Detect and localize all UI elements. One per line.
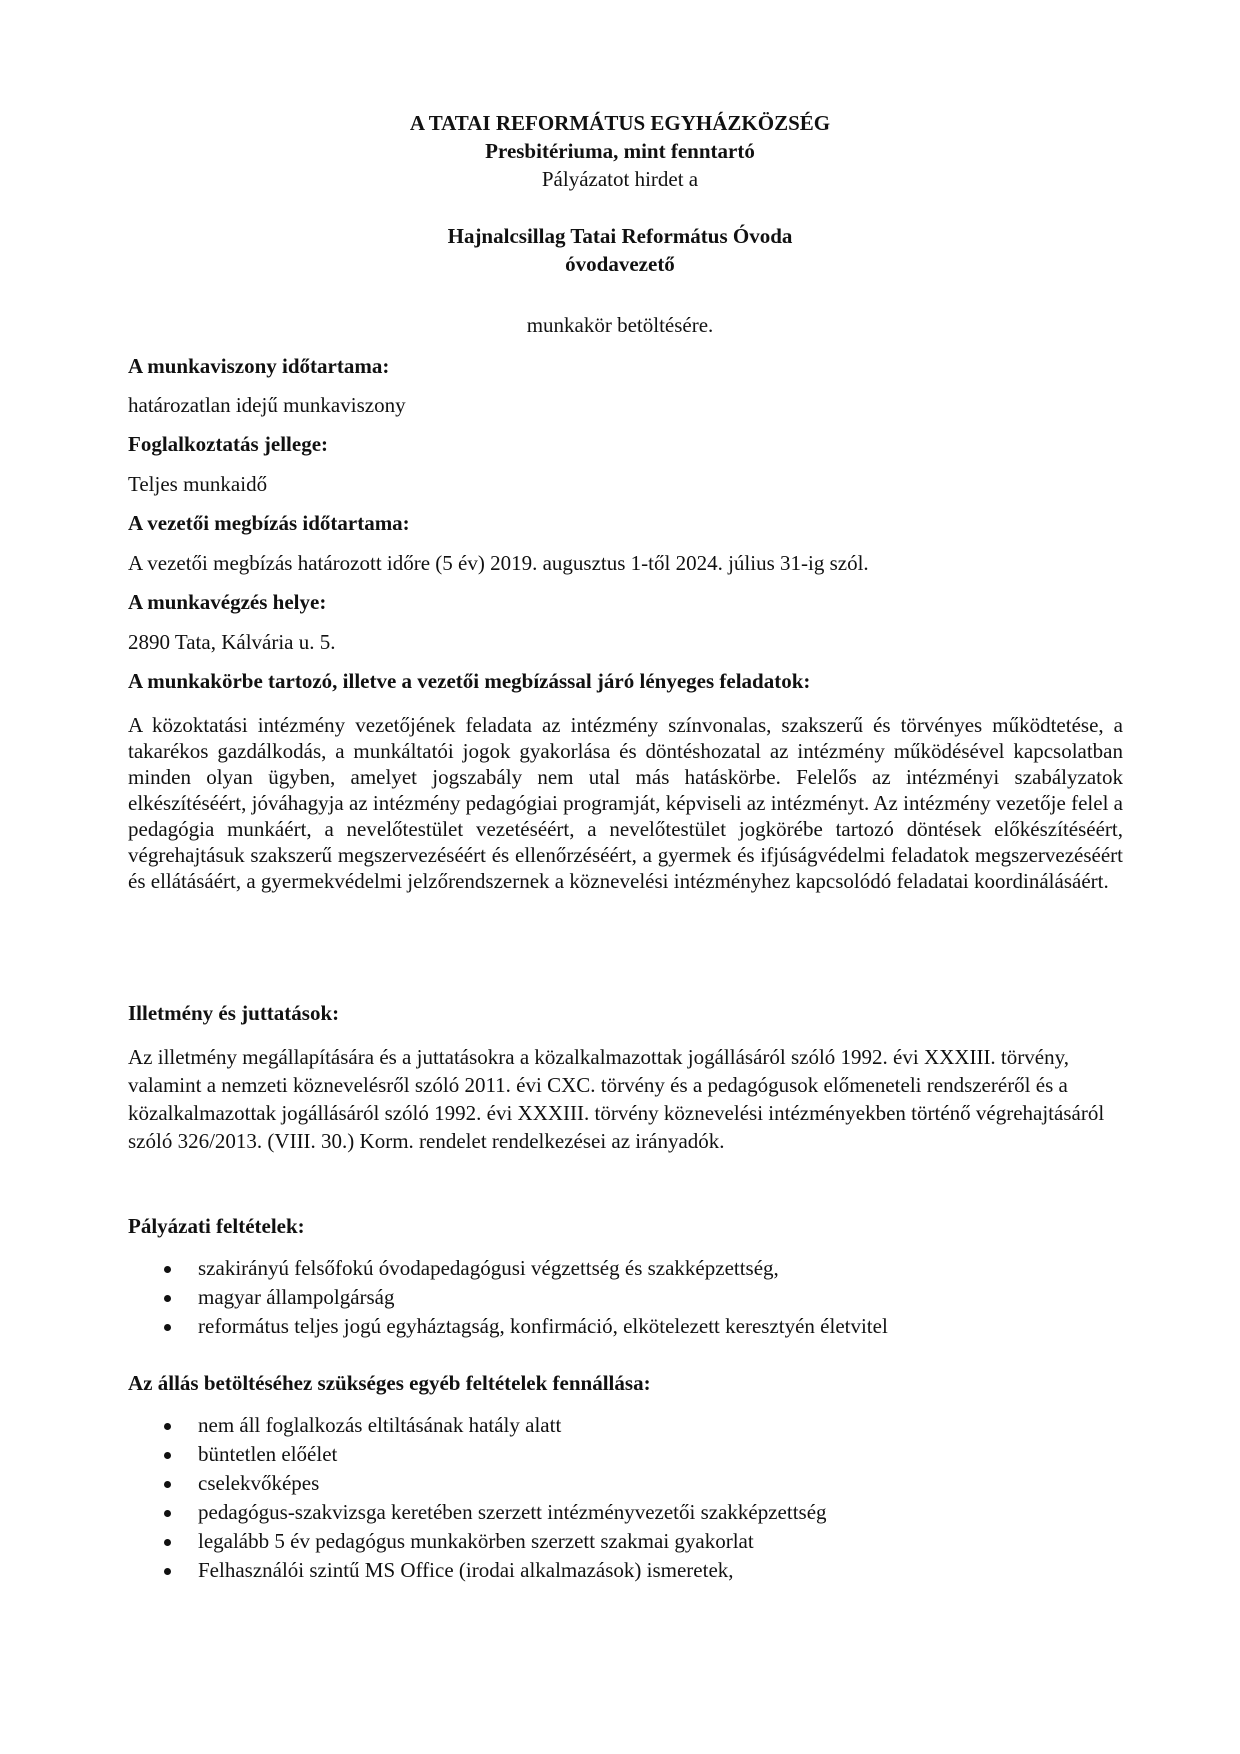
other-conditions-label: Az állás betöltéséhez szükséges egyéb feltételek fennállása: <box>128 1371 651 1395</box>
duration-value: határozatlan idejű munkaviszony <box>128 393 406 417</box>
position-title: óvodavezető <box>565 252 675 276</box>
list-item: büntetlen előélet <box>128 1440 1123 1469</box>
list-item: pedagógus-szakvizsga keretében szerzett intézményvezetői szakképzettség <box>128 1498 1123 1527</box>
list-item: cselekvőképes <box>128 1469 1123 1498</box>
place-label: A munkavégzés helye: <box>128 590 327 614</box>
announcement-line: Pályázatot hirdet a <box>541 167 699 191</box>
mandate-label: A vezetői megbízás időtartama: <box>128 511 410 535</box>
duration-label: A munkaviszony időtartama: <box>128 354 390 378</box>
other-conditions-list <box>128 1411 1123 1585</box>
list-item: nem áll foglalkozás eltiltásának hatály alatt <box>128 1411 1123 1440</box>
tasks-paragraph: A közoktatási intézmény vezetőjének feladata az intézmény színvonalas, szakszerű és törvényes működtetése, a takarékos gazdálkodás, a munkáltatói jogok gyakorlása és döntéshozatal az intézmény működésével kapcsolatban minden olyan ügyben, amelyet jogszabály nem utal más hatáskörbe. Felelős az intézményi szabályzatok elkészítéséért, jóváhagyja az intézmény pedagógiai programját, képviseli az intézményt. Az intézmény vezetője felel a pedagógia munkáért, a nevelőtestület vezetéséért, a nevelőtestület jogkörébe tartozó döntések előkészítéséért, végrehajtásuk szakszerű megszervezéséért és ellenőrzéséért, a gyermek és ifjúságvédelmi feladatok megszervezéséért és ellátásáért, a gyermekvédelmi jelzőrendszernek a köznevelési intézményhez kapcsolódó feladatai koordinálásáért. <box>128 713 1123 893</box>
list-item: legalább 5 év pedagógus munkakörben szerzett szakmai gyakorlat <box>128 1527 1123 1556</box>
salary-label: Illetmény és juttatások: <box>128 1001 340 1025</box>
church-title: A TATAI REFORMÁTUS EGYHÁZKÖZSÉG <box>409 111 831 135</box>
presbytery-line: Presbitériuma, mint fenntartó <box>485 139 755 163</box>
tasks-label: A munkakörbe tartozó, illetve a vezetői megbízással járó lényeges feladatok: <box>128 669 811 693</box>
mandate-value: A vezetői megbízás határozott időre (5 év) 2019. augusztus 1-től 2024. július 31-ig szól. <box>128 551 869 575</box>
list-item: református teljes jogú egyháztagság, konfirmáció, elkötelezett keresztyén életvitel <box>128 1312 1123 1341</box>
place-value: 2890 Tata, Kálvária u. 5. <box>128 630 336 654</box>
employment-label: Foglalkoztatás jellege: <box>128 432 329 456</box>
position-subtitle: munkakör betöltésére. <box>526 313 714 337</box>
list-item: szakirányú felsőfokú óvodapedagógusi végzettség és szakképzettség, <box>128 1254 1123 1283</box>
list-item: magyar állampolgárság <box>128 1283 1123 1312</box>
conditions-label: Pályázati feltételek: <box>128 1214 305 1238</box>
institution-name: Hajnalcsillag Tatai Református Óvoda <box>447 224 793 248</box>
list-item: Felhasználói szintű MS Office (irodai alkalmazások) ismeretek, <box>128 1556 1123 1585</box>
conditions-list <box>128 1254 1123 1341</box>
salary-paragraph: Az illetmény megállapítására és a juttatásokra a közalkalmazottak jogállásáról szóló 1992. évi XXXIII. törvény, valamint a nemzeti köznevelésről szóló 2011. évi CXC. törvény és a pedagógusok előmeneteli rendszeréről és a közalkalmazottak jogállásáról szóló 1992. évi XXXIII. törvény köznevelési intézményekben történő végrehajtásáról szóló 326/2013. (VIII. 30.) Korm. rendelet rendelkezései az irányadók. <box>128 1045 1105 1153</box>
employment-value: Teljes munkaidő <box>128 472 268 496</box>
